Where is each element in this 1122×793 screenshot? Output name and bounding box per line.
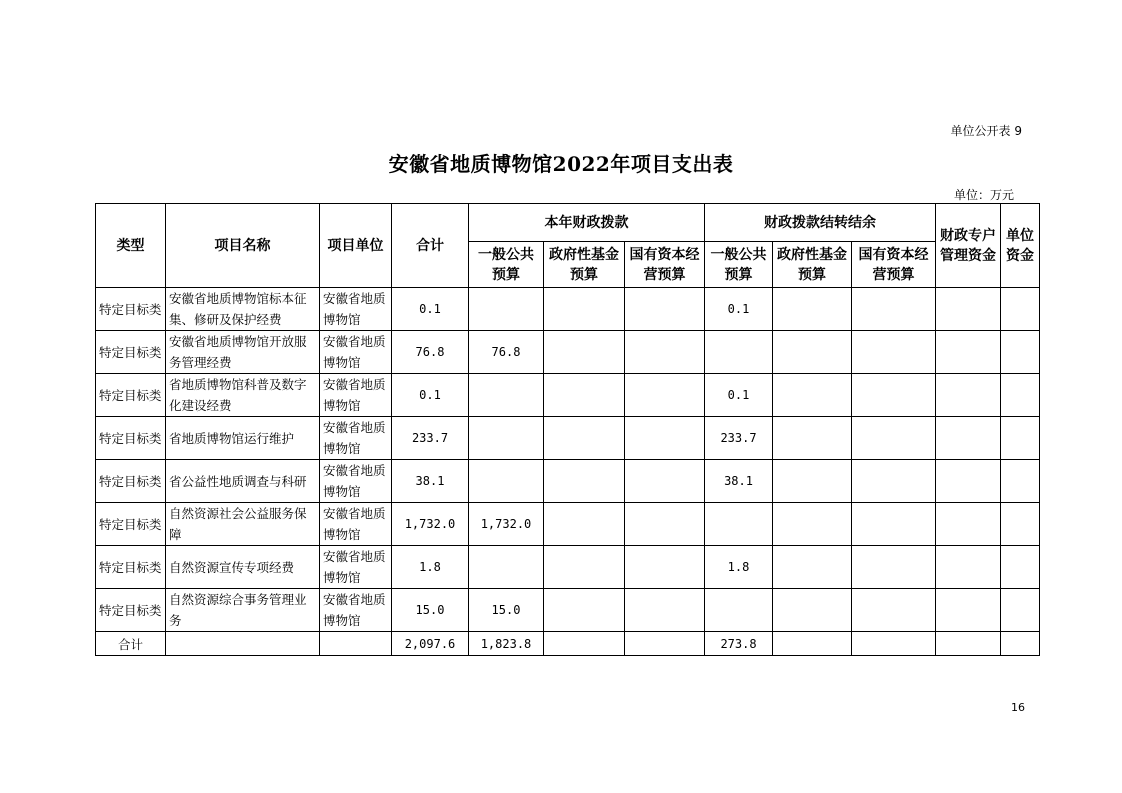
cell-unit-funds	[1001, 331, 1040, 374]
header-total: 合计	[392, 204, 469, 288]
cell-car-gov-fund	[773, 546, 852, 589]
cell-cur-state	[625, 417, 705, 460]
cell-total: 0.1	[392, 374, 469, 417]
cell-car-state	[852, 460, 936, 503]
cell-cur-general	[469, 417, 544, 460]
cell-cur-state	[625, 331, 705, 374]
header-current-year-appropriation: 本年财政拨款	[469, 204, 705, 242]
cell-total: 38.1	[392, 460, 469, 503]
cell-car-state	[852, 288, 936, 331]
cell-type: 特定目标类	[96, 589, 166, 632]
cell-project-unit: 安徽省地质博物馆	[320, 288, 392, 331]
header-carryover-balance: 财政拨款结转结余	[705, 204, 936, 242]
cell-type: 特定目标类	[96, 503, 166, 546]
cell-car-general: 1.8	[705, 546, 773, 589]
cell-project-name: 安徽省地质博物馆开放服务管理经费	[166, 331, 320, 374]
cell-car-gov-fund	[773, 288, 852, 331]
header-carry-gov-fund-budget: 政府性基金预算	[773, 242, 852, 288]
cell-car-general: 38.1	[705, 460, 773, 503]
cell-cur-gov-fund	[544, 546, 625, 589]
cell-project-name: 自然资源社会公益服务保障	[166, 503, 320, 546]
header-type: 类型	[96, 204, 166, 288]
cell-car-gov-fund	[773, 589, 852, 632]
header-current-general-budget: 一般公共预算	[469, 242, 544, 288]
total-car-state	[852, 632, 936, 656]
total-unit-cell	[320, 632, 392, 656]
cell-type: 特定目标类	[96, 374, 166, 417]
cell-type: 特定目标类	[96, 331, 166, 374]
cell-car-gov-fund	[773, 417, 852, 460]
cell-project-unit: 安徽省地质博物馆	[320, 460, 392, 503]
cell-total: 0.1	[392, 288, 469, 331]
header-carry-state-capital-budget: 国有资本经营预算	[852, 242, 936, 288]
cell-project-unit: 安徽省地质博物馆	[320, 503, 392, 546]
cell-cur-state	[625, 460, 705, 503]
cell-project-unit: 安徽省地质博物馆	[320, 589, 392, 632]
cell-cur-general	[469, 460, 544, 503]
cell-special	[936, 589, 1001, 632]
cell-car-state	[852, 589, 936, 632]
cell-project-unit: 安徽省地质博物馆	[320, 374, 392, 417]
cell-cur-general: 15.0	[469, 589, 544, 632]
table-row	[96, 331, 1040, 374]
cell-cur-state	[625, 546, 705, 589]
cell-car-state	[852, 331, 936, 374]
cell-total: 15.0	[392, 589, 469, 632]
cell-car-general: 233.7	[705, 417, 773, 460]
total-row	[96, 632, 1040, 656]
cell-car-gov-fund	[773, 331, 852, 374]
cell-special	[936, 546, 1001, 589]
total-cur-state	[625, 632, 705, 656]
cell-cur-state	[625, 589, 705, 632]
cell-cur-state	[625, 288, 705, 331]
cell-project-unit: 安徽省地质博物馆	[320, 546, 392, 589]
header-special-account-funds: 财政专户管理资金	[936, 204, 1001, 288]
cell-unit-funds	[1001, 503, 1040, 546]
header-unit-funds: 单位资金	[1001, 204, 1040, 288]
total-special	[936, 632, 1001, 656]
cell-cur-gov-fund	[544, 374, 625, 417]
cell-project-unit: 安徽省地质博物馆	[320, 331, 392, 374]
header-project-unit: 项目单位	[320, 204, 392, 288]
cell-project-name: 省地质博物馆运行维护	[166, 417, 320, 460]
cell-project-name: 省地质博物馆科普及数字化建设经费	[166, 374, 320, 417]
total-cur-general: 1,823.8	[469, 632, 544, 656]
cell-project-name: 自然资源宣传专项经费	[166, 546, 320, 589]
header-current-gov-fund-budget: 政府性基金预算	[544, 242, 625, 288]
cell-unit-funds	[1001, 546, 1040, 589]
total-name-cell	[166, 632, 320, 656]
cell-total: 233.7	[392, 417, 469, 460]
unit-label: 单位：万元	[953, 188, 1014, 202]
cell-cur-gov-fund	[544, 331, 625, 374]
cell-car-general: 0.1	[705, 288, 773, 331]
project-expenditure-table	[95, 203, 1040, 656]
cell-cur-state	[625, 503, 705, 546]
total-label: 合计	[96, 632, 166, 656]
table-body	[96, 288, 1040, 656]
cell-total: 1.8	[392, 546, 469, 589]
cell-cur-general	[469, 546, 544, 589]
cell-type: 特定目标类	[96, 417, 166, 460]
cell-type: 特定目标类	[96, 546, 166, 589]
cell-cur-gov-fund	[544, 460, 625, 503]
cell-car-gov-fund	[773, 503, 852, 546]
cell-special	[936, 503, 1001, 546]
header-project-name: 项目名称	[166, 204, 320, 288]
table-row	[96, 503, 1040, 546]
cell-cur-state	[625, 374, 705, 417]
form-number: 单位公开表 9	[950, 124, 1022, 138]
table-row	[96, 589, 1040, 632]
cell-unit-funds	[1001, 460, 1040, 503]
cell-car-state	[852, 546, 936, 589]
total-sum: 2,097.6	[392, 632, 469, 656]
cell-cur-gov-fund	[544, 288, 625, 331]
cell-cur-gov-fund	[544, 503, 625, 546]
cell-total: 76.8	[392, 331, 469, 374]
cell-unit-funds	[1001, 288, 1040, 331]
table-row	[96, 288, 1040, 331]
page-number: 16	[1011, 701, 1025, 714]
cell-cur-gov-fund	[544, 589, 625, 632]
cell-unit-funds	[1001, 417, 1040, 460]
table-row	[96, 460, 1040, 503]
cell-cur-general: 76.8	[469, 331, 544, 374]
total-car-gov-fund	[773, 632, 852, 656]
cell-project-name: 安徽省地质博物馆标本征集、修研及保护经费	[166, 288, 320, 331]
cell-car-general	[705, 589, 773, 632]
header-current-state-capital-budget: 国有资本经营预算	[625, 242, 705, 288]
cell-special	[936, 460, 1001, 503]
total-car-general: 273.8	[705, 632, 773, 656]
cell-special	[936, 288, 1001, 331]
cell-car-state	[852, 374, 936, 417]
cell-cur-gov-fund	[544, 417, 625, 460]
cell-car-state	[852, 503, 936, 546]
header-row-1	[96, 204, 1040, 242]
cell-type: 特定目标类	[96, 288, 166, 331]
cell-car-general: 0.1	[705, 374, 773, 417]
cell-project-name: 自然资源综合事务管理业务	[166, 589, 320, 632]
header-carry-general-budget: 一般公共预算	[705, 242, 773, 288]
cell-type: 特定目标类	[96, 460, 166, 503]
cell-cur-general: 1,732.0	[469, 503, 544, 546]
total-unit-funds	[1001, 632, 1040, 656]
cell-project-unit: 安徽省地质博物馆	[320, 417, 392, 460]
cell-car-gov-fund	[773, 460, 852, 503]
cell-cur-general	[469, 374, 544, 417]
cell-cur-general	[469, 288, 544, 331]
table-row	[96, 417, 1040, 460]
cell-car-state	[852, 417, 936, 460]
cell-special	[936, 331, 1001, 374]
total-cur-gov-fund	[544, 632, 625, 656]
cell-project-name: 省公益性地质调查与科研	[166, 460, 320, 503]
table-row	[96, 546, 1040, 589]
cell-car-general	[705, 331, 773, 374]
document-title: 安徽省地质博物馆2022年项目支出表	[388, 152, 734, 176]
cell-car-gov-fund	[773, 374, 852, 417]
cell-total: 1,732.0	[392, 503, 469, 546]
cell-unit-funds	[1001, 374, 1040, 417]
table-row	[96, 374, 1040, 417]
cell-car-general	[705, 503, 773, 546]
cell-special	[936, 374, 1001, 417]
cell-unit-funds	[1001, 589, 1040, 632]
cell-special	[936, 417, 1001, 460]
